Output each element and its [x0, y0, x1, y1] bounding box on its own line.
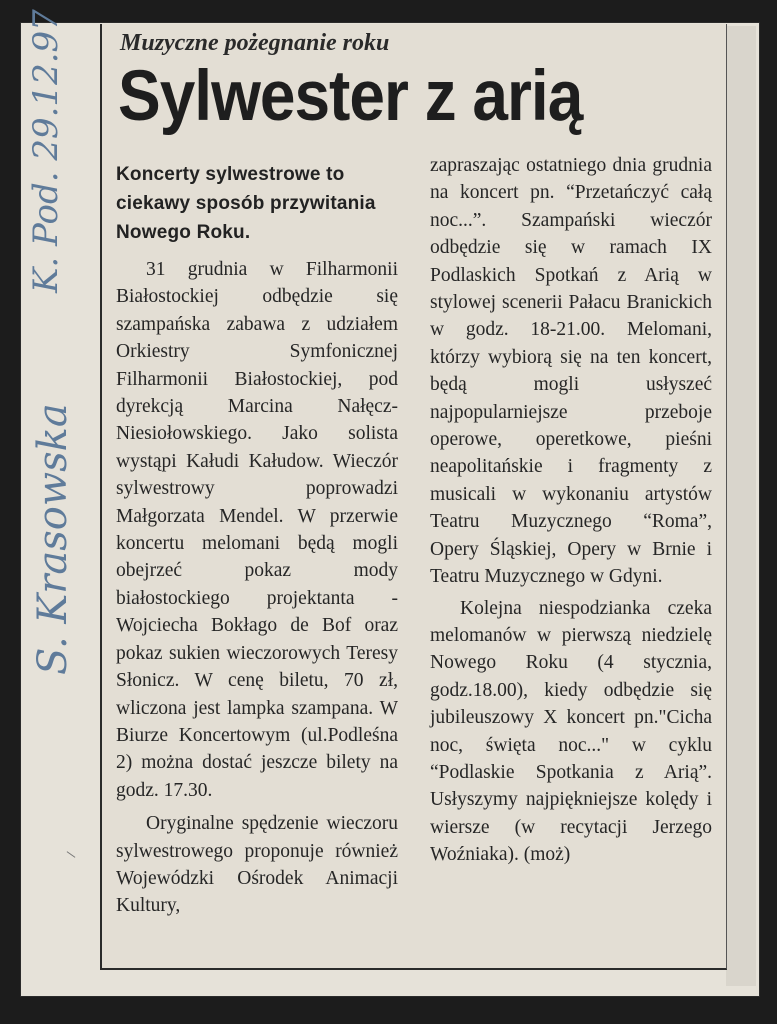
- article-lead: Koncerty sylwestrowe to ciekawy sposób przywitania Nowego Roku.: [116, 164, 376, 243]
- handwritten-source-note: [26, 9, 96, 298]
- newspaper-clipping: [100, 24, 727, 970]
- paragraph: Oryginalne spędzenie wieczoru sylwestrowego proponuje również Wojewódzki Ośrodek Animacji Kultury,: [116, 813, 398, 917]
- article-column-left: [116, 256, 398, 920]
- paragraph: Kolejna niespodzianka czeka melomanów w pierwszą niedzielę Nowego Roku (4 stycznia, godz.18.00), kiedy odbędzie się jubileuszowy X koncert pn."Cicha noc, święta noc..." w cyklu “Podlaskie Spotkania z Arią”. Usłyszymy najpiękniejsze kolędy i wiersze (w recytacji Jerzego Woźniaka). (moż): [430, 597, 712, 866]
- handwritten-source-date: K. Pod. 29.12.97: [26, 9, 66, 293]
- paragraph: 31 grudnia w Filharmonii Białostockiej odbędzie się szampańska zabawa z udziałem Orkiestry Symfonicznej Filharmonii Białostockiej, pod dyrekcją Marcina Nałęcz-Niesiołowskiego. Jako solista wystąpi Kałudi Kałudow. Wieczór sylwestrowy poprowadzi Małgorzata Mendel. W przerwie koncertu melomani będą mogli obejrzeć pokaz mody białostockiego projektanta - Wojciecha Bokłago de Bof oraz pokaz sukien wieczorowych Teresy Słonicz. W cenę biletu, 70 zł, wliczona jest lampka szampana. W Biurze Koncertowym (ul.Podleśna 2) można dostać jeszcze bilety na godz. 17.30.: [116, 259, 398, 801]
- article-kicker: Muzyczne pożegnanie roku: [120, 30, 390, 56]
- article-headline: Sylwester z arią: [118, 55, 583, 136]
- handwritten-author-note: [28, 355, 98, 685]
- paragraph: zapraszając ostatniego dnia grudnia na koncert pn. “Przetańczyć całą noc...”. Szampański wieczór odbędzie się w ramach IX Podlaskich Spotkań z Arią w stylowej scenerii Pałacu Branickich w godz. 18-21.00. Melomani, którzy wybiorą się na ten koncert, będą mogli usłyszeć najpopularniejsze przeboje operowe, operetkowe, pieśni neapolitańskie i fragmenty z musicali w wykonaniu artystów Teatru Muzycznego “Roma”, Opery Śląskiej, Opery w Brnie i Teatru Muzycznego w Gdyni.: [430, 155, 712, 588]
- sheet-edge: [726, 26, 756, 986]
- article-column-right: [430, 152, 712, 869]
- handwritten-author: S. Krasowska: [30, 403, 76, 675]
